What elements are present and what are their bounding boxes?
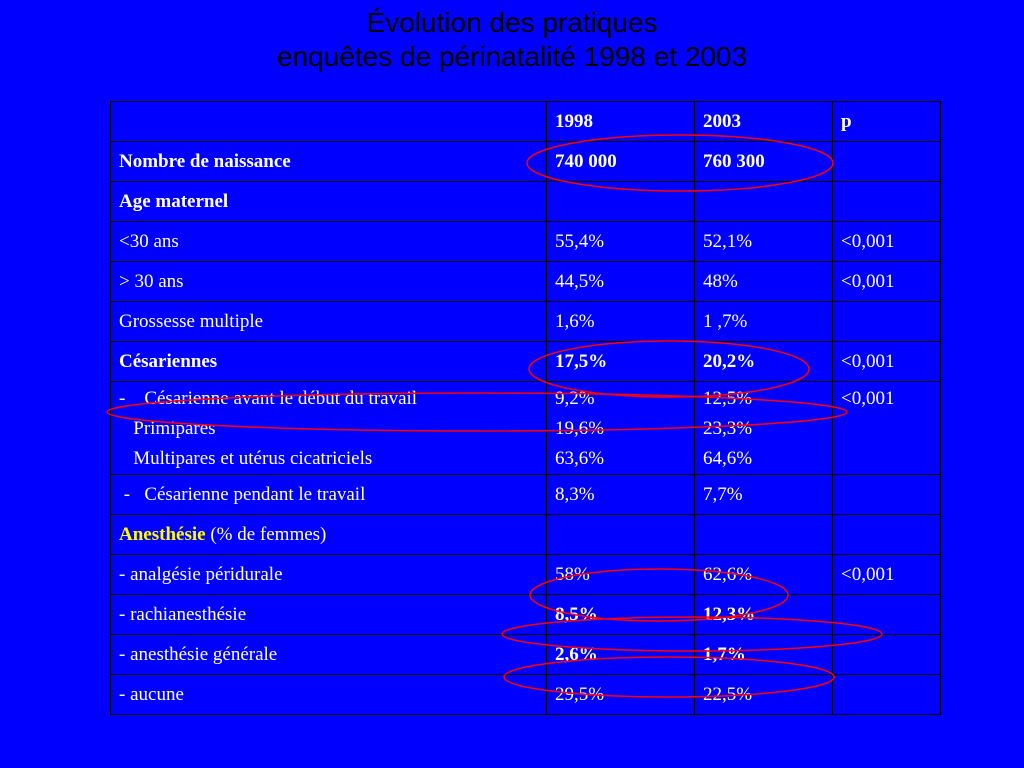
value-line: 12,5%	[703, 388, 753, 409]
value-p	[833, 635, 941, 675]
value-p	[833, 142, 941, 182]
value-p	[833, 182, 941, 222]
table-row	[111, 595, 941, 635]
slide-title	[0, 6, 1024, 74]
label-line: - Césarienne avant le début du travail	[119, 388, 418, 409]
label-line: Primipares	[119, 418, 216, 439]
table-row-multiline	[111, 382, 941, 475]
value-1998: 740 000	[547, 142, 695, 182]
title-line-2: enquêtes de périnatalité 1998 et 2003	[276, 41, 748, 72]
value-2003: 12,3%	[695, 595, 833, 635]
label-rest: (% de femmes)	[205, 523, 327, 545]
value-2003: 22,5%	[695, 675, 833, 715]
row-label: Césariennes	[111, 342, 547, 382]
title-line-1: Évolution des pratiques	[366, 7, 658, 38]
value-2003: 20,2%	[695, 342, 833, 382]
value-1998	[547, 515, 695, 555]
value-1998: 44,5%	[547, 262, 695, 302]
value-p: <0,001	[833, 262, 941, 302]
value-1998: 8,3%	[547, 475, 695, 515]
value-p	[833, 675, 941, 715]
data-table	[110, 101, 941, 715]
value-line: 23,3%	[703, 418, 753, 439]
value-line: <0,001	[841, 388, 895, 409]
value-p: <0,001	[833, 555, 941, 595]
row-label: - aucune	[111, 675, 547, 715]
value-1998	[547, 182, 695, 222]
row-label: > 30 ans	[111, 262, 547, 302]
value-2003: 48%	[695, 262, 833, 302]
table-row	[111, 475, 941, 515]
table-row	[111, 142, 941, 182]
table-row	[111, 515, 941, 555]
table-header-row	[111, 102, 941, 142]
label-line: Multipares et utérus cicatriciels	[119, 448, 373, 469]
value-1998	[547, 382, 695, 475]
value-1998: 17,5%	[547, 342, 695, 382]
table-row	[111, 342, 941, 382]
value-p	[833, 595, 941, 635]
value-1998: 1,6%	[547, 302, 695, 342]
row-label	[111, 382, 547, 475]
row-label: Grossesse multiple	[111, 302, 547, 342]
value-line: 19,6%	[555, 418, 605, 439]
header-2003: 2003	[695, 102, 833, 142]
row-label: - rachianesthésie	[111, 595, 547, 635]
value-2003	[695, 382, 833, 475]
value-p: <0,001	[833, 342, 941, 382]
value-2003	[695, 515, 833, 555]
value-2003: 1,7%	[695, 635, 833, 675]
table-row	[111, 222, 941, 262]
row-label: Nombre de naissance	[111, 142, 547, 182]
value-p	[833, 382, 941, 475]
table-row	[111, 262, 941, 302]
value-2003: 1 ,7%	[695, 302, 833, 342]
value-line: 9,2%	[555, 388, 595, 409]
row-label: - analgésie péridurale	[111, 555, 547, 595]
table-row	[111, 555, 941, 595]
value-2003	[695, 182, 833, 222]
label-line: - Césarienne pendant le travail	[119, 483, 366, 505]
value-1998: 29,5%	[547, 675, 695, 715]
row-label	[111, 475, 547, 515]
table-row	[111, 302, 941, 342]
row-label: <30 ans	[111, 222, 547, 262]
row-label: Age maternel	[111, 182, 547, 222]
header-1998: 1998	[547, 102, 695, 142]
value-line: 63,6%	[555, 448, 605, 469]
label-bold: Anesthésie	[119, 523, 206, 545]
table-row	[111, 675, 941, 715]
value-1998: 58%	[547, 555, 695, 595]
table-row	[111, 182, 941, 222]
value-2003: 7,7%	[695, 475, 833, 515]
value-2003: 760 300	[695, 142, 833, 182]
value-p	[833, 475, 941, 515]
value-1998: 2,6%	[547, 635, 695, 675]
table-row	[111, 635, 941, 675]
value-p	[833, 515, 941, 555]
value-p	[833, 302, 941, 342]
value-2003: 62,6%	[695, 555, 833, 595]
value-1998: 55,4%	[547, 222, 695, 262]
value-1998: 8,5%	[547, 595, 695, 635]
value-line: 64,6%	[703, 448, 753, 469]
row-label: - anesthésie générale	[111, 635, 547, 675]
header-p: p	[833, 102, 941, 142]
value-2003: 52,1%	[695, 222, 833, 262]
header-empty	[111, 102, 547, 142]
row-label	[111, 515, 547, 555]
value-p: <0,001	[833, 222, 941, 262]
